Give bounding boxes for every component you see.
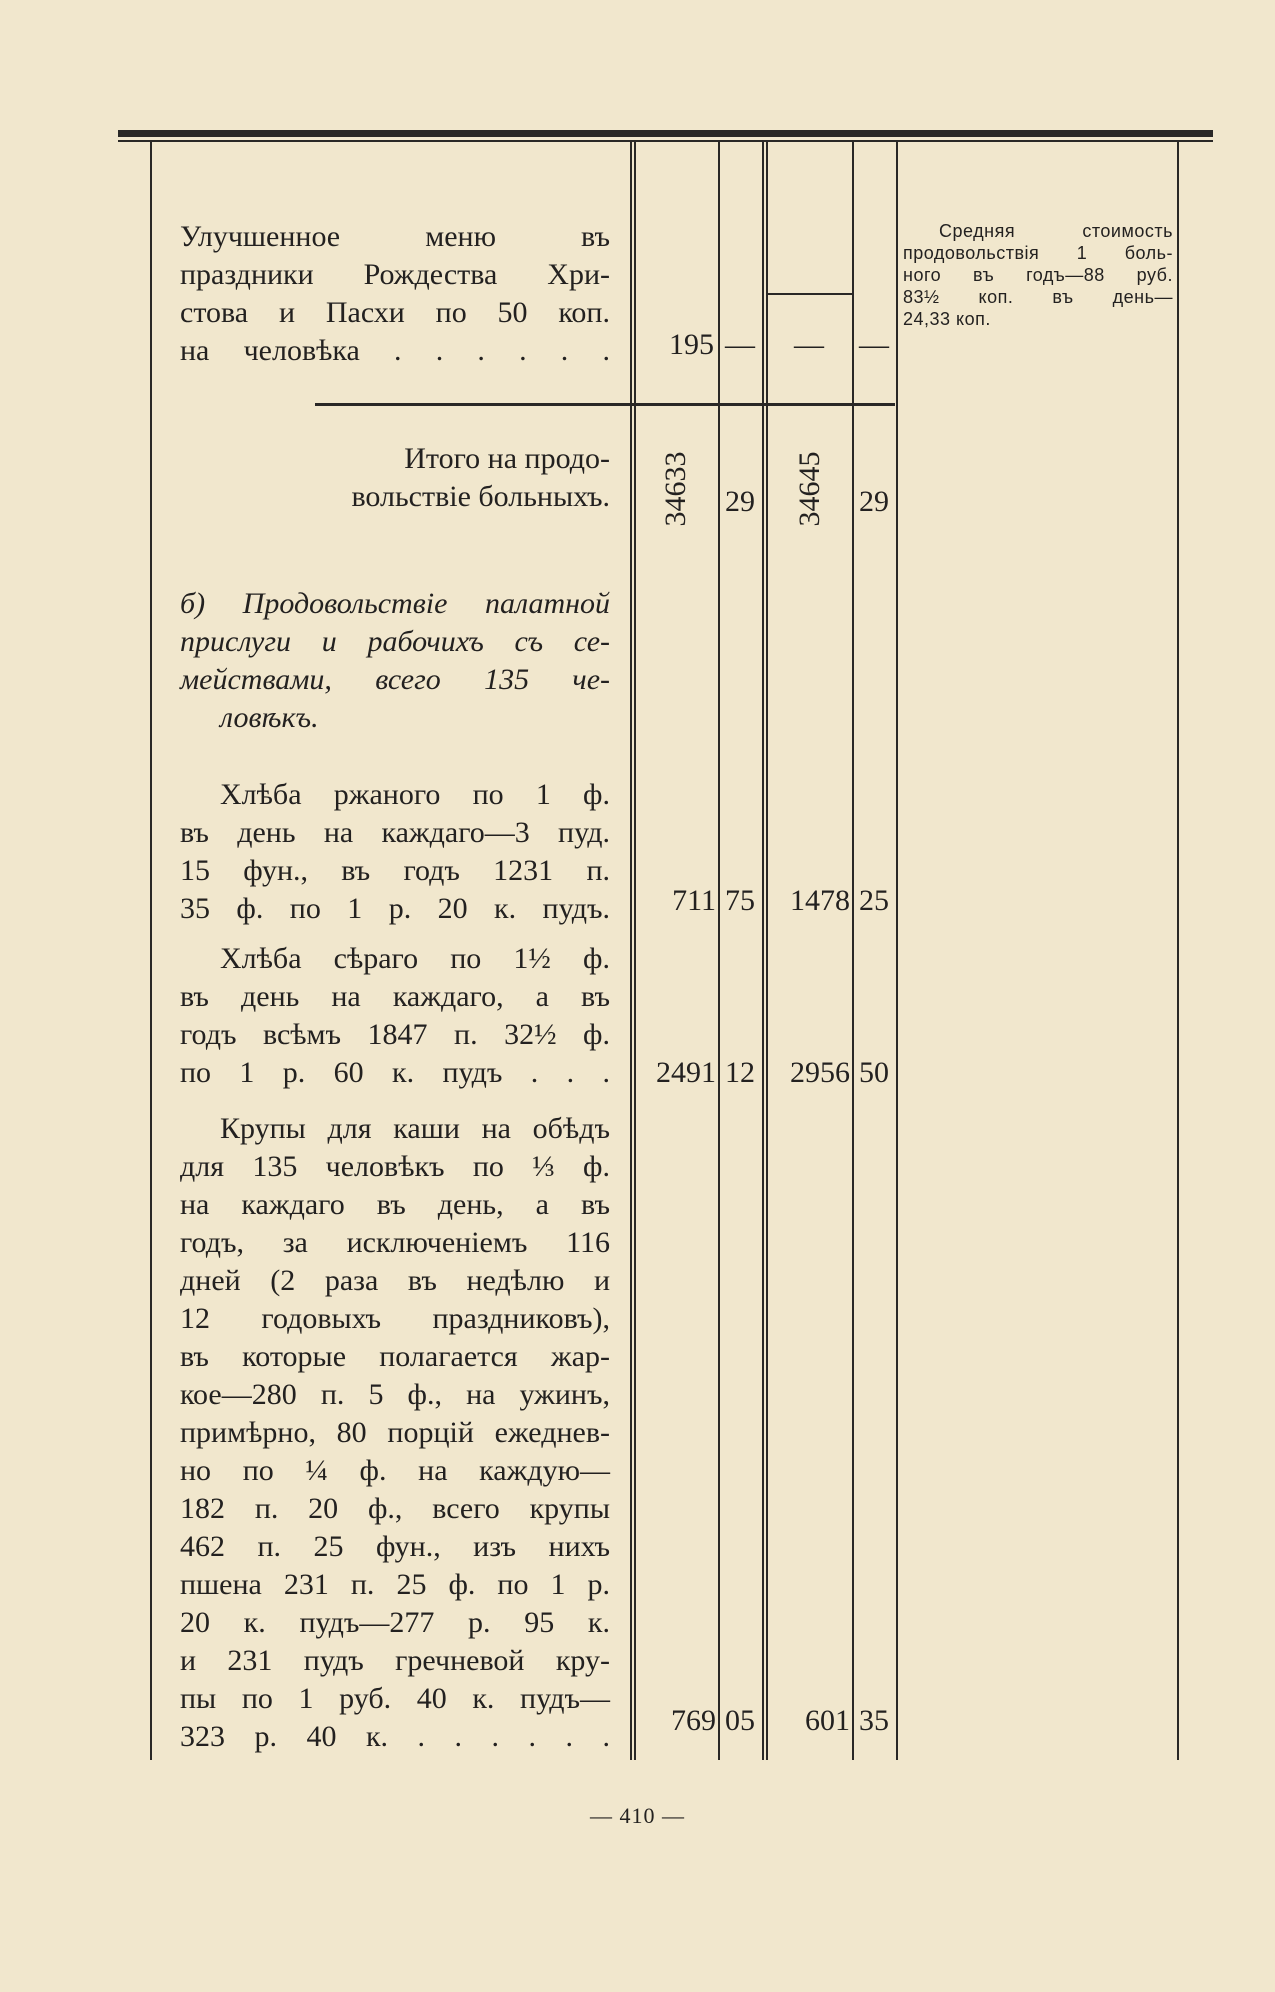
grey-rubles-2: 2956 bbox=[790, 1056, 850, 1089]
groats-line-15: и 231 пудъ гречневой кру- bbox=[180, 1644, 610, 1677]
grey-bread-entry bbox=[180, 940, 610, 1092]
rye-line-4: 35 ф. по 1 р. 20 к. пудъ. bbox=[180, 892, 610, 925]
groats-line-9: примѣрно, 80 порцій ежеднев- bbox=[180, 1416, 610, 1449]
rye-kopecks-2: 25 bbox=[859, 884, 889, 917]
groats-line-12: 462 п. 25 фун., изъ нихъ bbox=[180, 1530, 610, 1563]
menu-rule bbox=[766, 293, 852, 295]
note-line-3: ного въ годъ—88 руб. bbox=[903, 265, 1173, 285]
groats-line-8: кое—280 п. 5 ф., на ужинъ, bbox=[180, 1378, 610, 1411]
average-cost-note bbox=[903, 220, 1173, 330]
note-line-4: 83½ коп. въ день— bbox=[903, 287, 1173, 307]
menu-line-1: Улучшенное меню въ bbox=[180, 220, 610, 253]
total-rubles-2: 34645 bbox=[793, 451, 826, 527]
column-rule-text-right bbox=[630, 142, 632, 1760]
rye-line-1: Хлѣба ржаного по 1 ф. bbox=[220, 778, 610, 811]
menu-kopecks-1: — bbox=[725, 328, 755, 361]
groats-line-4: годъ, за исключеніемъ 116 bbox=[180, 1226, 610, 1259]
groats-line-16: пы по 1 руб. 40 к. пудъ— bbox=[180, 1682, 610, 1715]
rye-bread-entry bbox=[180, 776, 610, 928]
section-b-line-4: ловѣкъ. bbox=[220, 701, 319, 734]
rye-line-3: 15 фун., въ годъ 1231 п. bbox=[180, 854, 610, 887]
grey-rubles-1: 2491 bbox=[656, 1056, 716, 1089]
groats-line-3: на каждаго въ день, а въ bbox=[180, 1188, 610, 1221]
top-rule bbox=[118, 130, 1213, 137]
groats-rubles-2: 601 bbox=[805, 1704, 850, 1737]
menu-rubles-1: 195 bbox=[669, 328, 714, 361]
groats-kopecks-2: 35 bbox=[859, 1704, 889, 1737]
rye-line-2: въ день на каждаго—3 пуд. bbox=[180, 816, 610, 849]
menu-line-2: праздники Рождества Хри- bbox=[180, 258, 610, 291]
column-rule-kop1 bbox=[762, 142, 764, 1760]
top-rule-thin bbox=[118, 140, 1213, 142]
column-rule-kop1-2 bbox=[766, 142, 768, 1760]
column-rule-rub2 bbox=[852, 142, 854, 1760]
column-rule-right bbox=[1177, 142, 1179, 1760]
page-number: — 410 — bbox=[590, 1803, 685, 1828]
groats-line-13: пшена 231 п. 25 ф. по 1 р. bbox=[180, 1568, 610, 1601]
groats-kopecks-1: 05 bbox=[725, 1704, 755, 1737]
note-line-1: Средняя стоимость bbox=[939, 221, 1173, 241]
grey-line-4: по 1 р. 60 к. пудъ . . . bbox=[180, 1056, 610, 1089]
total-kopecks-1: 29 bbox=[725, 485, 755, 518]
subtotal-rule bbox=[315, 403, 895, 406]
groats-line-17: 323 р. 40 к. . . . . . . bbox=[180, 1720, 610, 1753]
section-b-line-2: прислуги и рабочихъ съ се- bbox=[180, 625, 610, 658]
section-b-line-3: мействами, всего 135 че- bbox=[180, 663, 610, 696]
groats-line-6: 12 годовыхъ праздниковъ), bbox=[180, 1302, 610, 1335]
menu-line-4: на человѣка . . . . . . bbox=[180, 334, 610, 367]
groats-entry bbox=[180, 1110, 610, 1756]
groats-line-2: для 135 человѣкъ по ⅓ ф. bbox=[180, 1150, 610, 1183]
grey-line-3: годъ всѣмъ 1847 п. 32½ ф. bbox=[180, 1018, 610, 1051]
note-line-2: продовольствія 1 боль- bbox=[903, 243, 1173, 263]
menu-rubles-2: — bbox=[794, 328, 824, 361]
column-rule-kop2 bbox=[896, 142, 898, 1760]
rye-kopecks-1: 75 bbox=[725, 884, 755, 917]
note-line-5: 24,33 коп. bbox=[903, 309, 991, 329]
groats-line-10: но по ¼ ф. на каждую— bbox=[180, 1454, 610, 1487]
grey-line-1: Хлѣба сѣраго по 1½ ф. bbox=[220, 942, 610, 975]
section-b-line-1: б) Продовольствіе палатной bbox=[180, 587, 610, 620]
total-rubles-1: 34633 bbox=[659, 451, 692, 527]
grey-kopecks-2: 50 bbox=[859, 1056, 889, 1089]
groats-line-14: 20 к. пудъ—277 р. 95 к. bbox=[180, 1606, 610, 1639]
grey-kopecks-1: 12 bbox=[725, 1056, 755, 1089]
column-rule-rub1 bbox=[718, 142, 720, 1760]
groats-line-5: дней (2 раза въ недѣлю и bbox=[180, 1264, 610, 1297]
column-rule-text-right-2 bbox=[634, 142, 636, 1760]
rye-rubles-2: 1478 bbox=[790, 884, 850, 917]
menu-kopecks-2: — bbox=[859, 328, 889, 361]
total-kopecks-2: 29 bbox=[859, 485, 889, 518]
rye-rubles-1: 711 bbox=[672, 884, 716, 917]
total-entry bbox=[300, 440, 610, 516]
grey-line-2: въ день на каждаго, а въ bbox=[180, 980, 610, 1013]
total-line-1: Итого на продо- bbox=[404, 442, 610, 475]
groats-line-11: 182 п. 20 ф., всего крупы bbox=[180, 1492, 610, 1525]
section-b-heading bbox=[180, 585, 610, 737]
groats-line-7: въ которые полагается жар- bbox=[180, 1340, 610, 1373]
menu-line-3: стова и Пасхи по 50 коп. bbox=[180, 296, 610, 329]
groats-line-1: Крупы для каши на обѣдъ bbox=[220, 1112, 610, 1145]
column-rule-left bbox=[150, 142, 152, 1760]
groats-rubles-1: 769 bbox=[671, 1704, 716, 1737]
menu-entry bbox=[180, 218, 610, 370]
total-line-2: вольствіе больныхъ. bbox=[351, 480, 610, 513]
